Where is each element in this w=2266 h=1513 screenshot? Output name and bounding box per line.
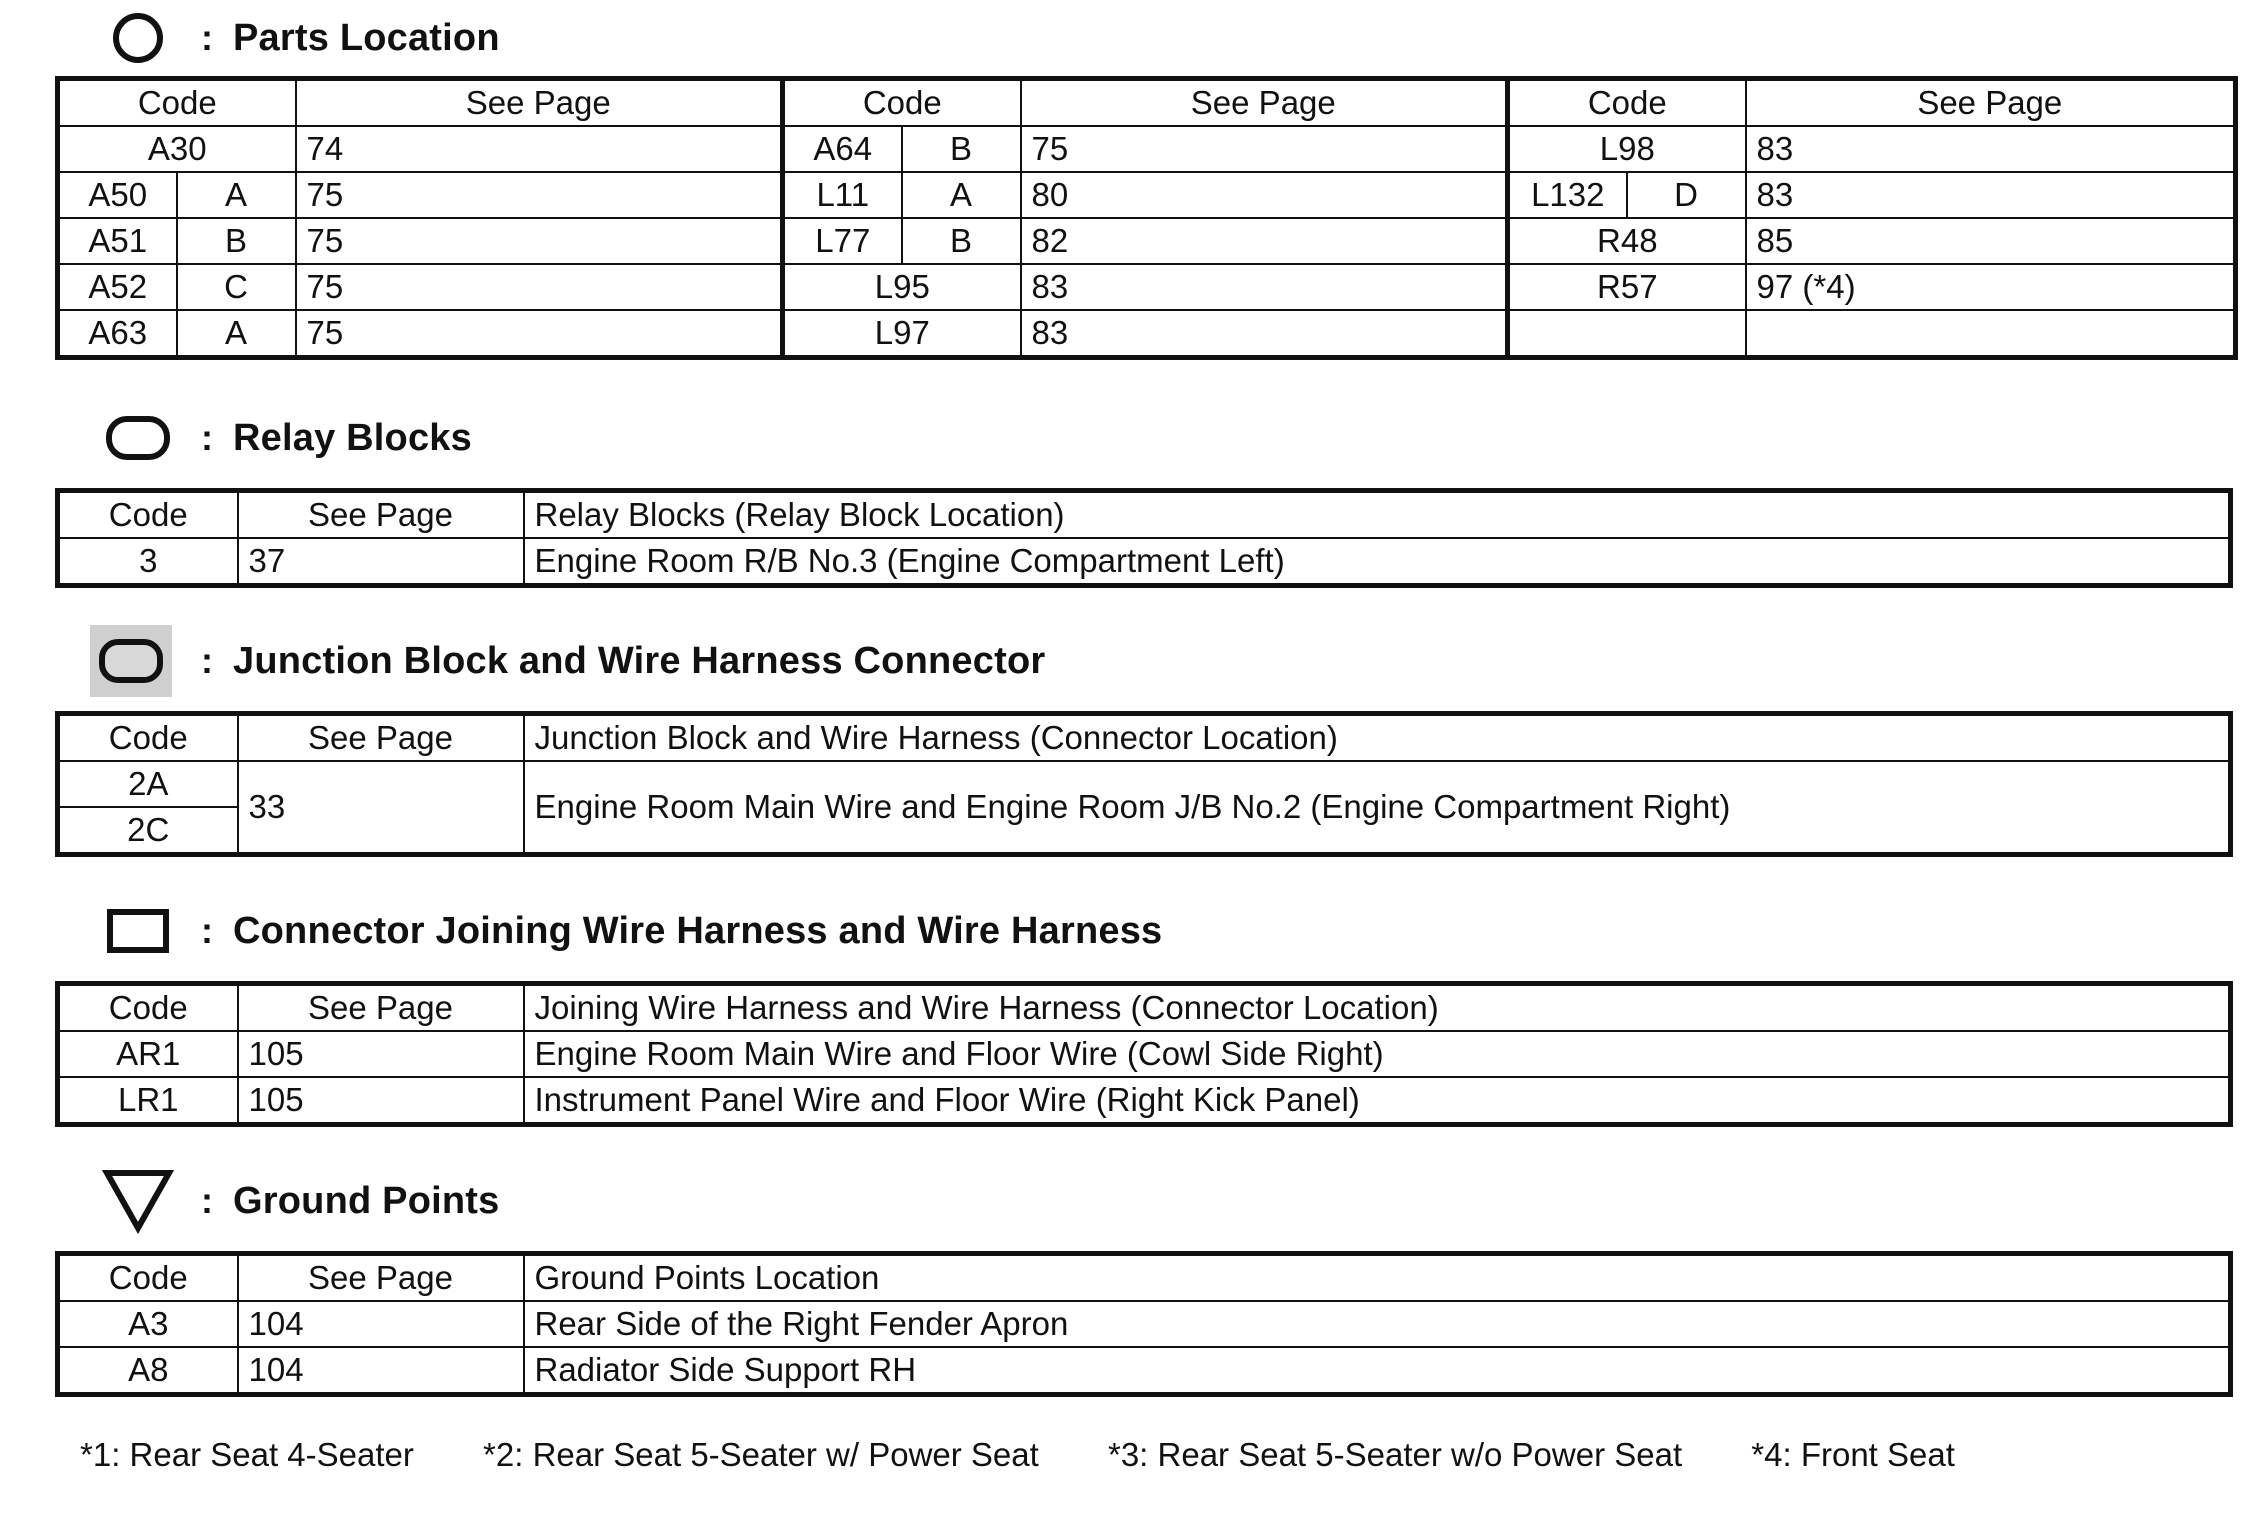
header-cell: Code bbox=[58, 984, 238, 1032]
relay-blocks-heading bbox=[90, 408, 472, 468]
header-cell: See Page bbox=[238, 984, 524, 1032]
header-cell: See Page bbox=[1021, 79, 1508, 127]
code-cell: L77 bbox=[783, 218, 902, 264]
code-cell: R48 bbox=[1508, 218, 1746, 264]
parts-location-heading bbox=[90, 8, 500, 68]
code-suffix-cell: B bbox=[902, 218, 1021, 264]
header-cell: See Page bbox=[1746, 79, 2236, 127]
page-cell: 105 bbox=[238, 1031, 524, 1077]
table-header-row bbox=[58, 714, 2231, 762]
table-row bbox=[58, 538, 2231, 586]
header-cell: Code bbox=[58, 491, 238, 539]
table-row bbox=[58, 1347, 2231, 1395]
location-cell: Rear Side of the Right Fender Apron bbox=[524, 1301, 2231, 1347]
relay-blocks-table bbox=[55, 488, 2233, 588]
code-cell: A51 bbox=[58, 218, 177, 264]
page-cell: 75 bbox=[1021, 126, 1508, 172]
heading-colon: : bbox=[201, 640, 213, 681]
header-cell: See Page bbox=[238, 714, 524, 762]
table-row bbox=[58, 172, 2236, 218]
parts-location-table bbox=[55, 76, 2238, 360]
page-cell: 83 bbox=[1746, 126, 2236, 172]
code-suffix-cell: C bbox=[177, 264, 296, 310]
code-suffix-cell: B bbox=[177, 218, 296, 264]
heading-colon: : bbox=[201, 417, 213, 458]
table-row bbox=[58, 1077, 2231, 1125]
table-row bbox=[58, 761, 2231, 807]
code-cell: R57 bbox=[1508, 264, 1746, 310]
heading-colon: : bbox=[201, 910, 213, 951]
page-cell: 75 bbox=[296, 310, 783, 358]
header-cell: Code bbox=[58, 714, 238, 762]
page-cell: 83 bbox=[1021, 264, 1508, 310]
table-header-row bbox=[58, 79, 2236, 127]
table-row bbox=[58, 310, 2236, 358]
junction-block-table bbox=[55, 711, 2233, 857]
page-cell bbox=[1746, 310, 2236, 358]
location-cell: Radiator Side Support RH bbox=[524, 1347, 2231, 1395]
table-row bbox=[58, 264, 2236, 310]
code-cell: L98 bbox=[1508, 126, 1746, 172]
page-cell: 104 bbox=[238, 1301, 524, 1347]
code-cell: A63 bbox=[58, 310, 177, 358]
rounded-rect-symbol-icon bbox=[90, 402, 185, 474]
code-cell: 2C bbox=[58, 807, 238, 855]
section-title: Relay Blocks bbox=[233, 416, 472, 459]
code-suffix-cell: B bbox=[902, 126, 1021, 172]
table-header-row bbox=[58, 984, 2231, 1032]
header-cell: Code bbox=[1508, 79, 1746, 127]
code-cell: AR1 bbox=[58, 1031, 238, 1077]
page-cell: 104 bbox=[238, 1347, 524, 1395]
code-cell: L95 bbox=[783, 264, 1021, 310]
location-cell: Engine Room Main Wire and Engine Room J/B No.2 (Engine Compartment Right) bbox=[524, 761, 2231, 855]
triangle-symbol-icon bbox=[90, 1165, 185, 1237]
code-cell: L11 bbox=[783, 172, 902, 218]
page-cell: 83 bbox=[1021, 310, 1508, 358]
code-cell: A64 bbox=[783, 126, 902, 172]
ground-points-heading bbox=[90, 1171, 499, 1231]
connector-joining-heading bbox=[90, 901, 1162, 961]
table-header-row bbox=[58, 491, 2231, 539]
page-cell: 80 bbox=[1021, 172, 1508, 218]
section-title: Junction Block and Wire Harness Connector bbox=[233, 639, 1046, 682]
header-cell: Junction Block and Wire Harness (Connector Location) bbox=[524, 714, 2231, 762]
code-suffix-cell: A bbox=[177, 310, 296, 358]
header-cell: Joining Wire Harness and Wire Harness (Connector Location) bbox=[524, 984, 2231, 1032]
circle-symbol-icon bbox=[90, 2, 185, 74]
header-cell: Code bbox=[783, 79, 1021, 127]
footnote: *3: Rear Seat 5-Seater w/o Power Seat bbox=[1107, 1436, 1683, 1473]
page-cell: 85 bbox=[1746, 218, 2236, 264]
header-cell: Code bbox=[58, 79, 296, 127]
code-cell: L132 bbox=[1508, 172, 1627, 218]
code-suffix-cell: A bbox=[177, 172, 296, 218]
header-cell: Relay Blocks (Relay Block Location) bbox=[524, 491, 2231, 539]
page-cell: 97 (*4) bbox=[1746, 264, 2236, 310]
page-cell: 105 bbox=[238, 1077, 524, 1125]
footnote: *1: Rear Seat 4-Seater bbox=[80, 1436, 414, 1473]
location-cell: Engine Room Main Wire and Floor Wire (Cowl Side Right) bbox=[524, 1031, 2231, 1077]
footnote: *2: Rear Seat 5-Seater w/ Power Seat bbox=[483, 1436, 1039, 1473]
table-row bbox=[58, 1031, 2231, 1077]
table-header-row bbox=[58, 1254, 2231, 1302]
code-cell: A30 bbox=[58, 126, 296, 172]
code-cell: L97 bbox=[783, 310, 1021, 358]
section-title: Parts Location bbox=[233, 16, 500, 59]
section-title: Ground Points bbox=[233, 1179, 500, 1222]
code-cell: LR1 bbox=[58, 1077, 238, 1125]
code-cell: A52 bbox=[58, 264, 177, 310]
section-title: Connector Joining Wire Harness and Wire Harness bbox=[233, 909, 1163, 952]
page-cell: 75 bbox=[296, 264, 783, 310]
header-cell: See Page bbox=[296, 79, 783, 127]
code-cell: 2A bbox=[58, 761, 238, 807]
code-cell: 3 bbox=[58, 538, 238, 586]
page-cell: 74 bbox=[296, 126, 783, 172]
connector-joining-table bbox=[55, 981, 2233, 1127]
header-cell: See Page bbox=[238, 1254, 524, 1302]
page-cell: 37 bbox=[238, 538, 524, 586]
rectangle-symbol-icon bbox=[90, 895, 185, 967]
page-cell: 83 bbox=[1746, 172, 2236, 218]
junction-block-heading bbox=[90, 631, 1045, 691]
table-row bbox=[58, 218, 2236, 264]
code-cell: A50 bbox=[58, 172, 177, 218]
code-cell: A3 bbox=[58, 1301, 238, 1347]
page-cell: 82 bbox=[1021, 218, 1508, 264]
code-cell: A8 bbox=[58, 1347, 238, 1395]
header-cell: See Page bbox=[238, 491, 524, 539]
code-suffix-cell: D bbox=[1627, 172, 1746, 218]
code-suffix-cell: A bbox=[902, 172, 1021, 218]
footnotes bbox=[80, 1436, 2015, 1474]
shaded-rounded-rect-symbol-icon bbox=[90, 625, 172, 697]
code-cell bbox=[1508, 310, 1746, 358]
location-cell: Instrument Panel Wire and Floor Wire (Right Kick Panel) bbox=[524, 1077, 2231, 1125]
heading-colon: : bbox=[201, 17, 213, 58]
location-cell: Engine Room R/B No.3 (Engine Compartment Left) bbox=[524, 538, 2231, 586]
header-cell: Ground Points Location bbox=[524, 1254, 2231, 1302]
heading-colon: : bbox=[201, 1180, 213, 1221]
ground-points-table bbox=[55, 1251, 2233, 1397]
table-row bbox=[58, 126, 2236, 172]
page-cell: 75 bbox=[296, 218, 783, 264]
page-cell: 33 bbox=[238, 761, 524, 855]
table-row bbox=[58, 1301, 2231, 1347]
footnote: *4: Front Seat bbox=[1751, 1436, 1955, 1473]
page-cell: 75 bbox=[296, 172, 783, 218]
header-cell: Code bbox=[58, 1254, 238, 1302]
